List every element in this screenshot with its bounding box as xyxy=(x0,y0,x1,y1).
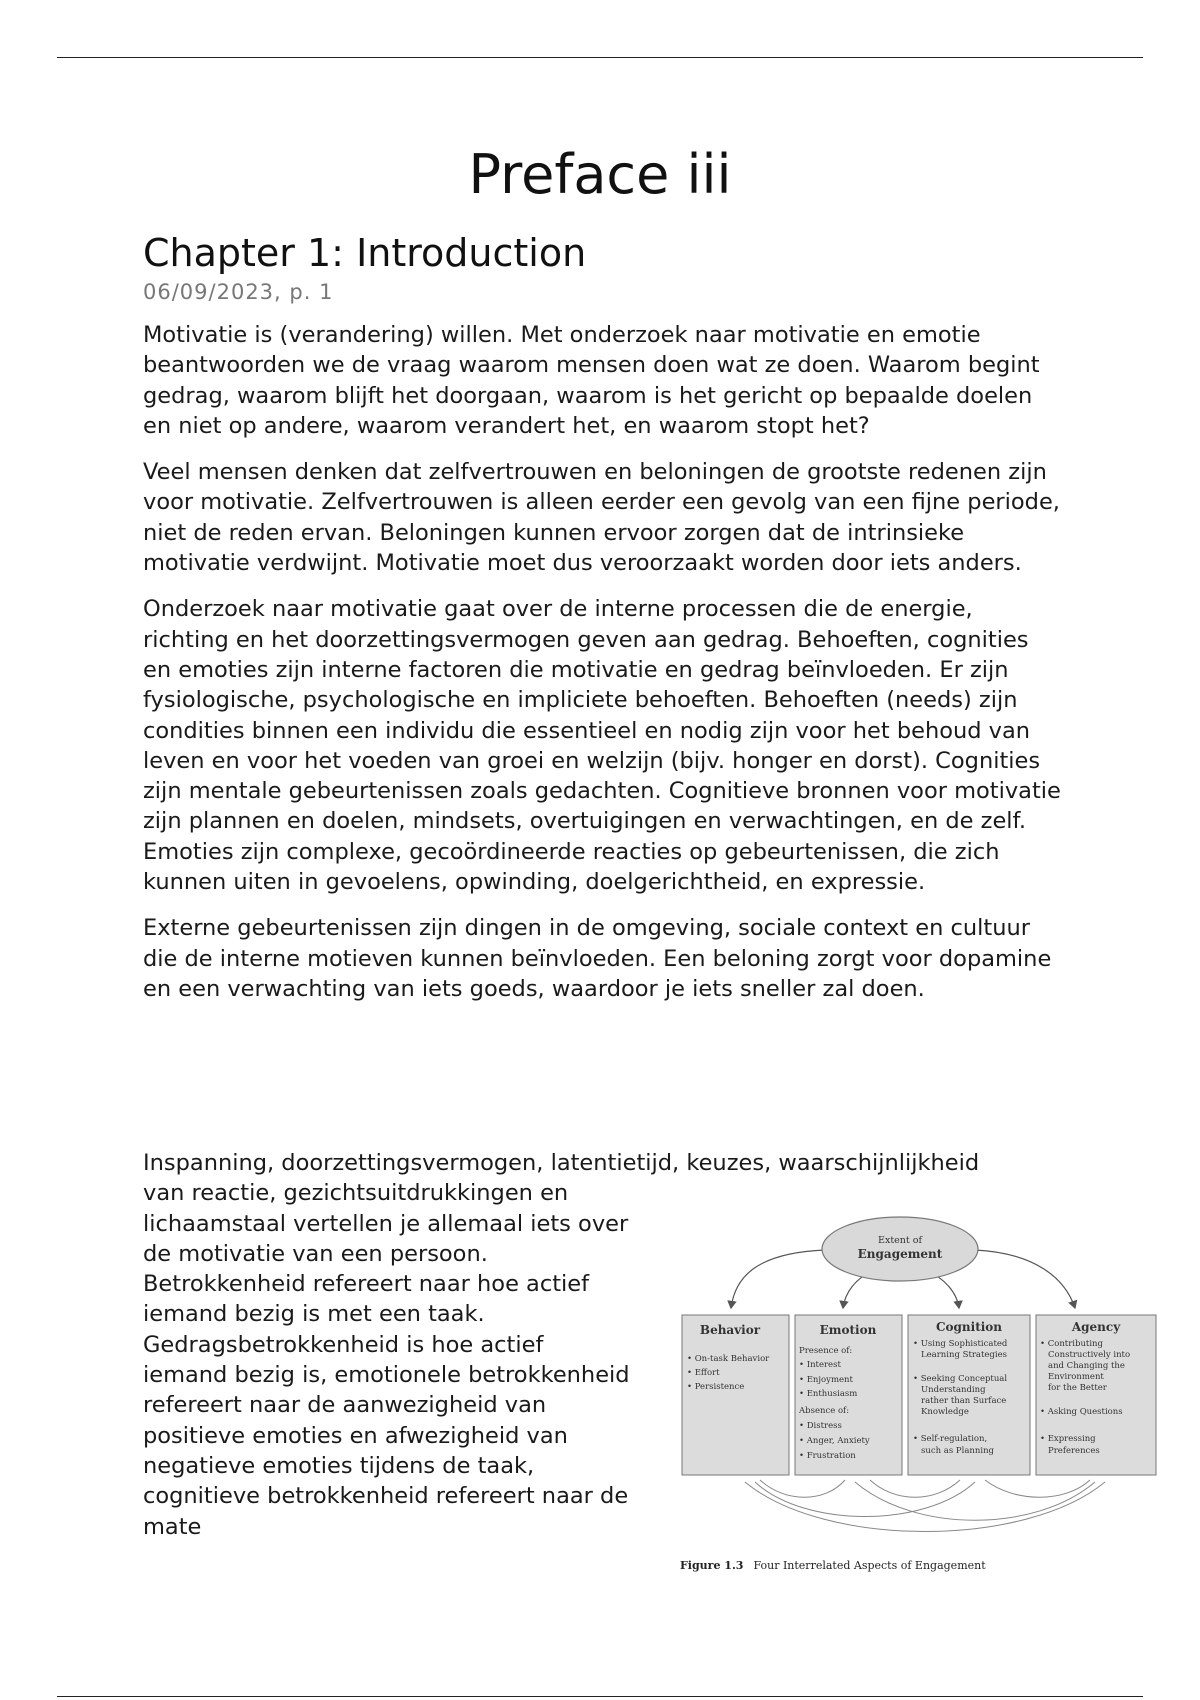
behavior-title: Behavior xyxy=(699,1323,761,1337)
cognition-line: rather than Surface xyxy=(921,1396,1007,1406)
emotion-title: Emotion xyxy=(819,1323,877,1337)
chapter-content xyxy=(143,228,1063,1020)
agency-line: Environment xyxy=(1048,1372,1104,1382)
paragraph-5-first-line: Inspanning, doorzettingsvermogen, latentietijd, keuzes, waarschijnlijkheid xyxy=(143,1150,980,1176)
cognition-line: • Seeking Conceptual xyxy=(913,1374,1008,1384)
bottom-rule xyxy=(57,1696,1143,1697)
figure-caption xyxy=(680,1559,986,1572)
cognition-title: Cognition xyxy=(935,1320,1003,1334)
agency-line: and Changing the xyxy=(1048,1361,1125,1371)
emotion-line: Absence of: xyxy=(799,1406,850,1416)
cognition-line: Learning Strategies xyxy=(921,1350,1007,1360)
behavior-box xyxy=(682,1315,789,1475)
emotion-line: • Anger, Anxiety xyxy=(799,1436,870,1446)
emotion-line: • Interest xyxy=(799,1360,841,1370)
paragraph-5-wrapped-text: van reactie, gezichtsuitdrukkingen en lichaamstaal vertellen je allemaal iets over de motivatie van een persoon. Betrokkenheid refereert naar hoe actief iemand bezig is met een taak. Gedragsbetrokkenheid is hoe actief iemand bezig is, emotionele betrokkenheid refereert naar de aanwezigheid van positieve emoties en afwezigheid van negatieve emoties tijdens de taak, cognitieve betrokkenheid refereert naar de mate xyxy=(143,1180,630,1540)
emotion-line: • Enjoyment xyxy=(799,1375,853,1385)
cognition-line: Knowledge xyxy=(921,1407,969,1417)
agency-line: • Contributing xyxy=(1040,1339,1103,1349)
center-line-1: Extent of xyxy=(878,1235,922,1246)
paragraph-4: Externe gebeurtenissen zijn dingen in de omgeving, sociale context en cultuur die de interne motieven kunnen beïnvloeden. Een beloning zorgt voor dopamine en een verwachting van iets goeds, waardoor je iets sneller zal doen. xyxy=(143,915,1052,1002)
emotion-line: • Frustration xyxy=(799,1451,856,1461)
behavior-line: • Persistence xyxy=(687,1382,745,1392)
cognition-line: • Using Sophisticated xyxy=(913,1339,1008,1349)
agency-line: for the Better xyxy=(1048,1383,1107,1393)
top-rule xyxy=(57,57,1143,58)
cognition-line: • Self-regulation, xyxy=(913,1434,988,1444)
engagement-diagram xyxy=(675,1198,1170,1558)
chapter-date-page: 06/09/2023, p. 1 xyxy=(143,280,334,304)
paragraph-2: Veel mensen denken dat zelfvertrouwen en beloningen de grootste redenen zijn voor motivatie. Zelfvertrouwen is alleen eerder een gevolg van een fijne periode, niet de reden ervan. Beloningen kunnen ervoor zorgen dat de intrinsieke motivatie verdwijnt. Motivatie moet dus veroorzaakt worden door iets anders. xyxy=(143,459,1060,577)
behavior-line: • On-task Behavior xyxy=(687,1354,770,1364)
behavior-line: • Effort xyxy=(687,1368,720,1378)
agency-line: Preferences xyxy=(1048,1446,1100,1456)
figure-caption-label: Figure 1.3 xyxy=(680,1559,744,1572)
agency-line: • Asking Questions xyxy=(1040,1407,1123,1417)
emotion-line: Presence of: xyxy=(799,1346,853,1356)
paragraph-1: Motivatie is (verandering) willen. Met onderzoek naar motivatie en emotie beantwoorden we de vraag waarom mensen doen wat ze doen. Waarom begint gedrag, waarom blijft het doorgaan, waarom is het gericht op bepaalde doelen en niet op andere, waarom verandert het, en waarom stopt het? xyxy=(143,322,1040,439)
cognition-line: such as Planning xyxy=(921,1446,994,1456)
paragraph-3: Onderzoek naar motivatie gaat over de interne processen die de energie, richting en het doorzettingsvermogen geven aan gedrag. Behoeften, cognities en emoties zijn interne factoren die motivatie en gedrag beïnvloeden. Er zijn fysiologische, psychologische en impliciete behoeften. Behoeften (needs) zijn condities binnen een individu die essentieel en nodig zijn voor het behoud van leven en voor het voeden van groei en welzijn (bijv. honger en dorst). Cognities zijn mentale gebeurtenissen zoals gedachten. Cognitieve bronnen voor motivatie zijn plannen en doelen, mindsets, overtuigingen en verwachtingen, en de zelf. Emoties zijn complexe, gecoördineerde reacties op gebeurtenissen, die zich kunnen uiten in gevoelens, opwinding, doelgerichtheid, en expressie. xyxy=(143,596,1061,896)
agency-line: Constructively into xyxy=(1048,1350,1131,1360)
engagement-figure xyxy=(675,1198,1170,1578)
agency-title: Agency xyxy=(1071,1320,1121,1334)
page-title: Preface iii xyxy=(468,143,732,206)
figure-caption-text: Four Interrelated Aspects of Engagement xyxy=(753,1559,986,1572)
cognition-line: Understanding xyxy=(921,1385,986,1395)
interrelation-arcs xyxy=(745,1480,1105,1532)
arrow-to-behavior xyxy=(731,1250,825,1308)
center-line-2: Engagement xyxy=(857,1247,943,1261)
emotion-line: • Distress xyxy=(799,1421,842,1431)
emotion-line: • Enthusiasm xyxy=(799,1389,858,1399)
agency-line: • Expressing xyxy=(1040,1434,1096,1444)
chapter-heading: Chapter 1: Introduction xyxy=(143,231,587,275)
arrow-to-agency xyxy=(975,1250,1075,1308)
